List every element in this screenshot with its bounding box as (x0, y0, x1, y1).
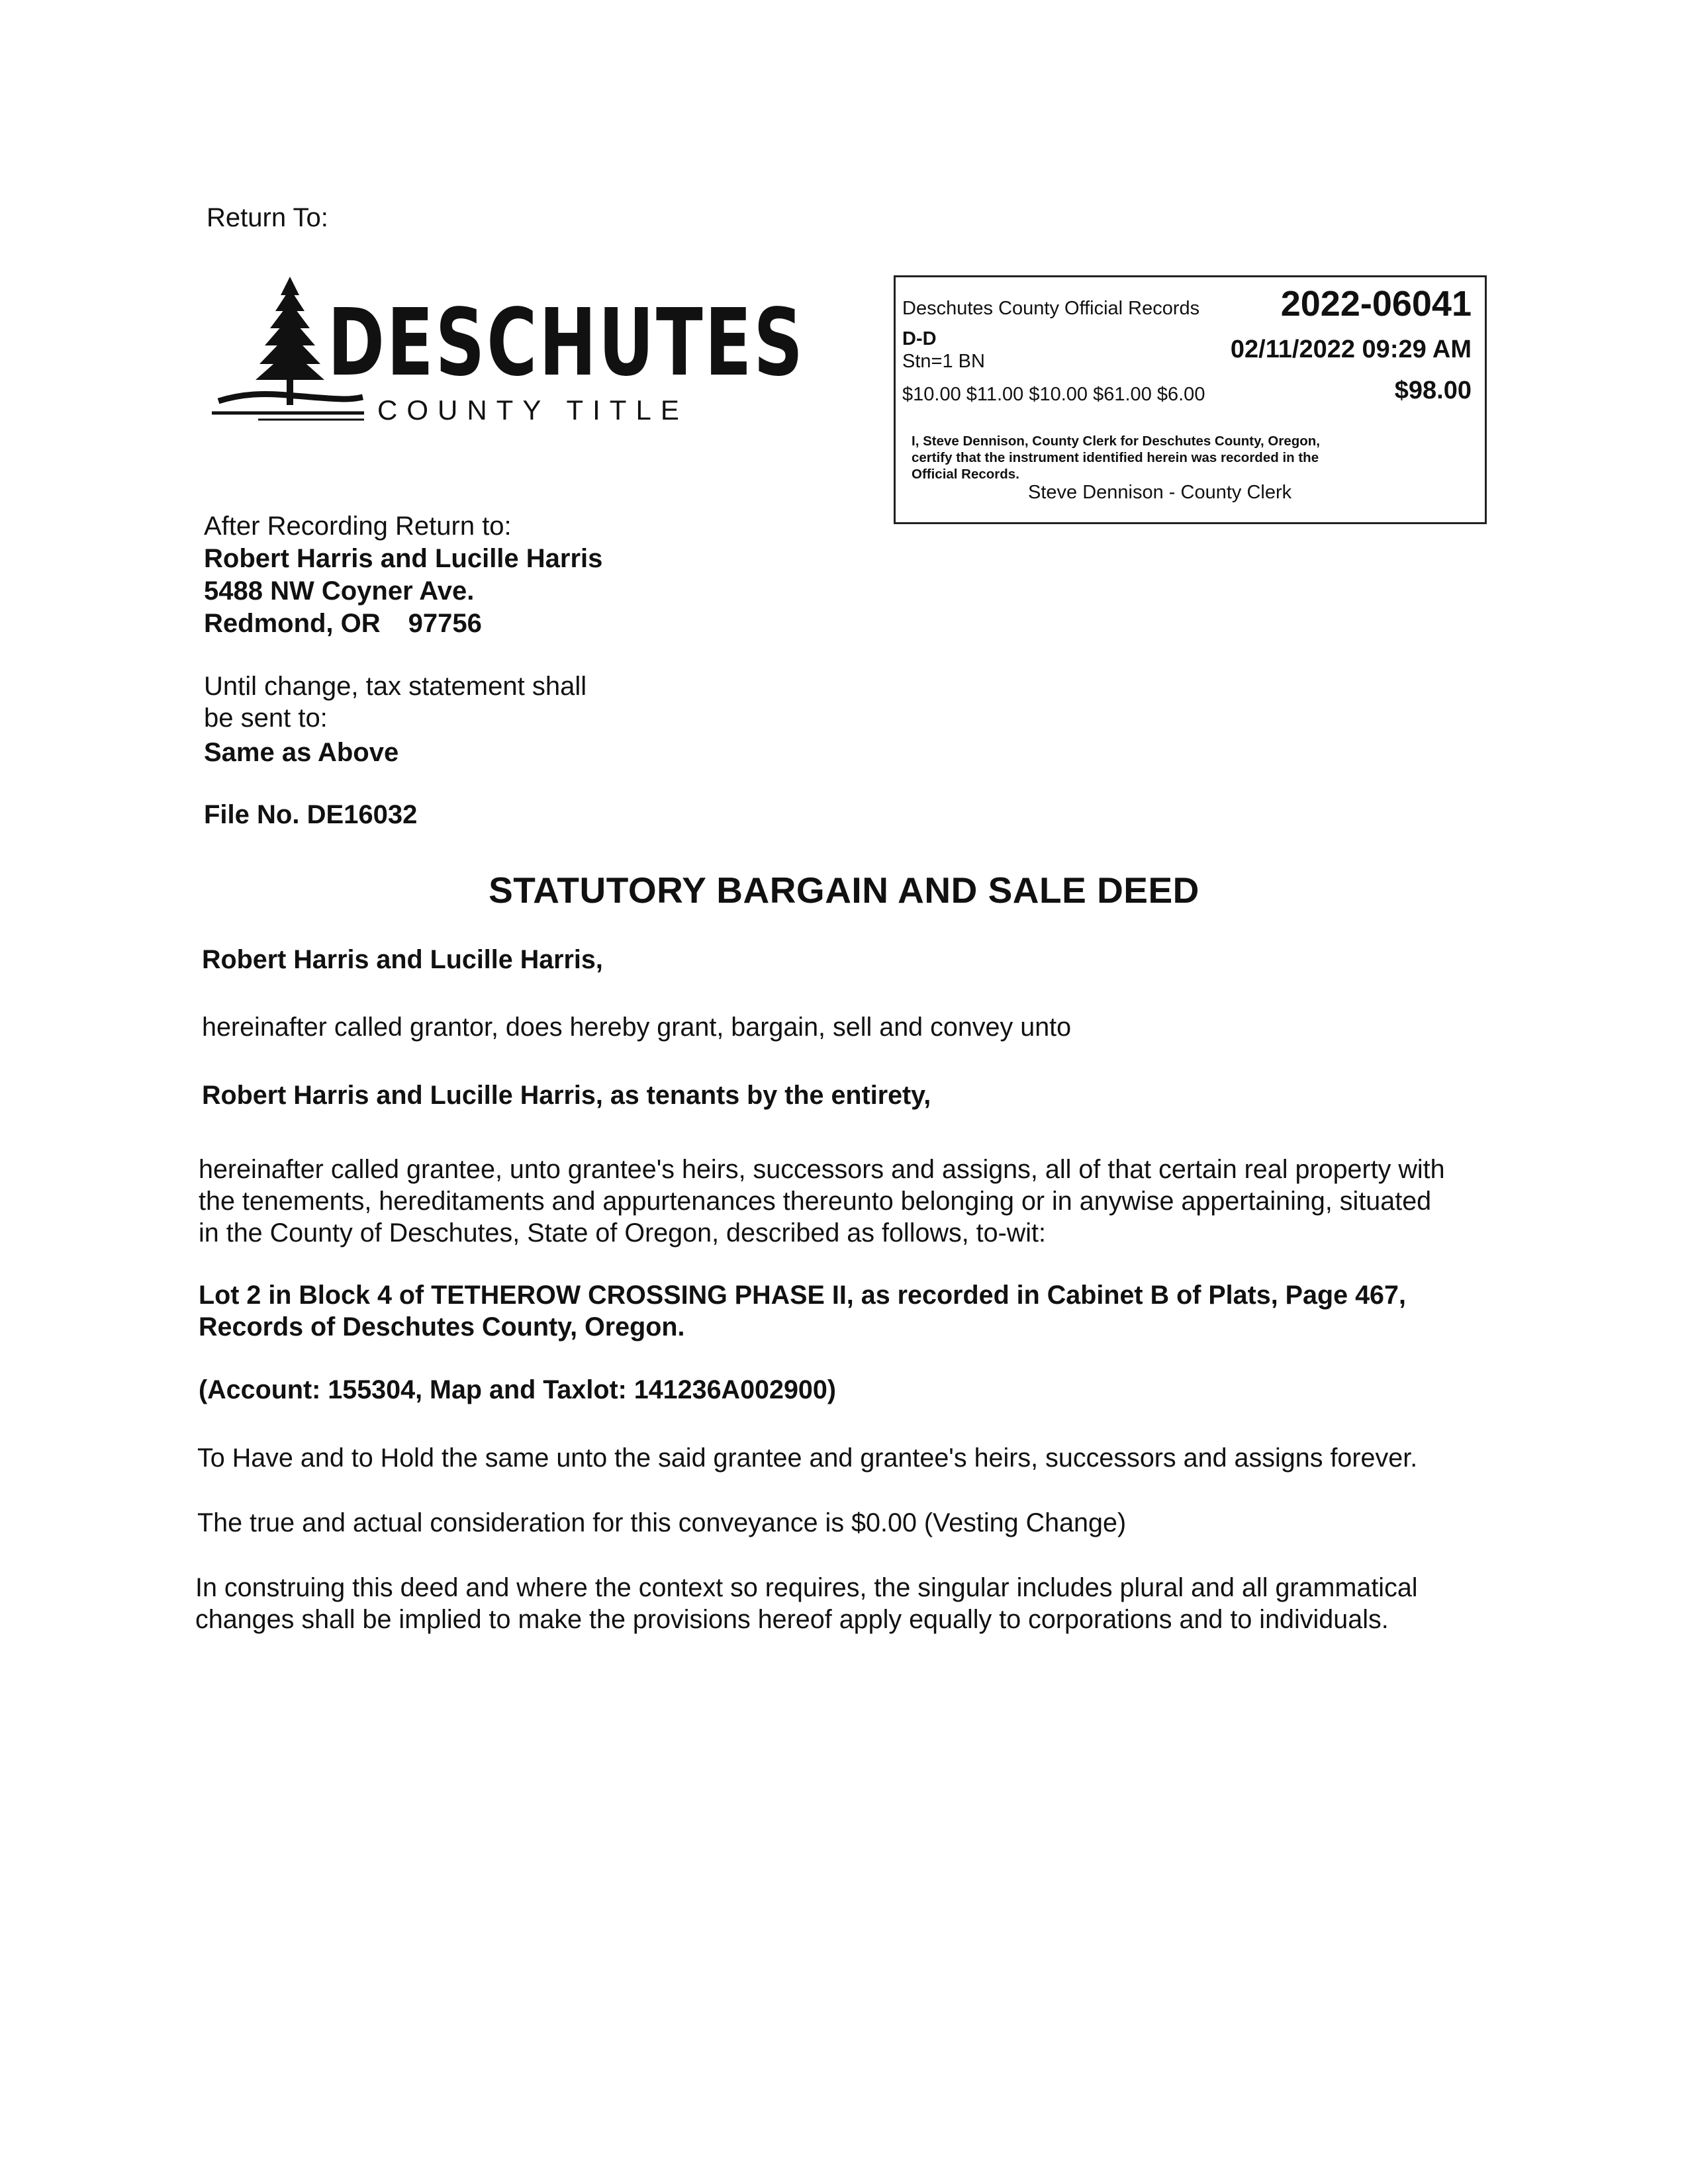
document-number: 2022-06041 (1280, 284, 1472, 324)
return-zip: 97756 (408, 609, 482, 638)
tax-statement-label-2: be sent to: (204, 704, 328, 733)
construction-clause-line-2: changes shall be implied to make the provisions hereof apply equally to corporations and to individuals. (195, 1605, 1389, 1634)
habendum-clause: To Have and to Hold the same unto the said grantee and grantee's heirs, successors and assigns forever. (197, 1443, 1418, 1473)
return-to-label: Return To: (207, 203, 328, 232)
recording-datetime: 02/11/2022 09:29 AM (1230, 336, 1472, 363)
return-street: 5488 NW Coyner Ave. (204, 576, 475, 606)
file-number: File No. DE16032 (204, 800, 418, 829)
legal-description-line-1: Lot 2 in Block 4 of TETHEROW CROSSING PHASE II, as recorded in Cabinet B of Plats, Page 467, (199, 1281, 1406, 1310)
grantee-clause-line-1: hereinafter called grantee, unto grantee's heirs, successors and assigns, all of that certain real property with (199, 1155, 1445, 1184)
account-taxlot: (Account: 155304, Map and Taxlot: 141236A002900) (199, 1375, 837, 1404)
tax-statement-value: Same as Above (204, 738, 399, 767)
construction-clause-line-1: In construing this deed and where the context so requires, the singular includes plural and all grammatical (195, 1573, 1418, 1602)
fees-breakdown: $10.00 $11.00 $10.00 $61.00 $6.00 (902, 384, 1205, 405)
tax-statement-label-1: Until change, tax statement shall (204, 672, 587, 701)
clerk-signature: Steve Dennison - County Clerk (1028, 482, 1292, 503)
grantee-name: Robert Harris and Lucille Harris, as tenants by the entirety, (202, 1081, 931, 1110)
logo-wordmark: DESCHUTES (328, 289, 805, 397)
records-office: Deschutes County Official Records (902, 298, 1200, 319)
legal-description-line-2: Records of Deschutes County, Oregon. (199, 1312, 685, 1342)
return-name: Robert Harris and Lucille Harris (204, 544, 603, 573)
logo-tagline: COUNTY TITLE (377, 394, 688, 426)
recording-stamp (894, 275, 1487, 524)
after-recording-label: After Recording Return to: (204, 512, 512, 541)
certification-line-3: Official Records. (912, 467, 1019, 482)
return-city-state: Redmond, OR (204, 609, 381, 638)
return-city-state-zip (204, 607, 482, 640)
fees-total: $98.00 (1394, 377, 1472, 404)
company-logo (212, 271, 805, 430)
station-code: Stn=1 BN (902, 351, 985, 372)
consideration-statement: The true and actual consideration for this conveyance is $0.00 (Vesting Change) (197, 1508, 1127, 1537)
grantee-clause-line-2: the tenements, hereditaments and appurtenances thereunto belonging or in anywise appertaining, situated (199, 1187, 1432, 1216)
document-type: D-D (902, 328, 937, 349)
deed-title: STATUTORY BARGAIN AND SALE DEED (489, 870, 1199, 911)
grantee-clause-line-3: in the County of Deschutes, State of Oregon, described as follows, to-wit: (199, 1218, 1047, 1248)
grantor-clause: hereinafter called grantor, does hereby grant, bargain, sell and convey unto (202, 1013, 1072, 1042)
certification-line-2: certify that the instrument identified herein was recorded in the (912, 450, 1319, 465)
grantor-name: Robert Harris and Lucille Harris, (202, 945, 603, 974)
certification-line-1: I, Steve Dennison, County Clerk for Deschutes County, Oregon, (912, 433, 1320, 449)
